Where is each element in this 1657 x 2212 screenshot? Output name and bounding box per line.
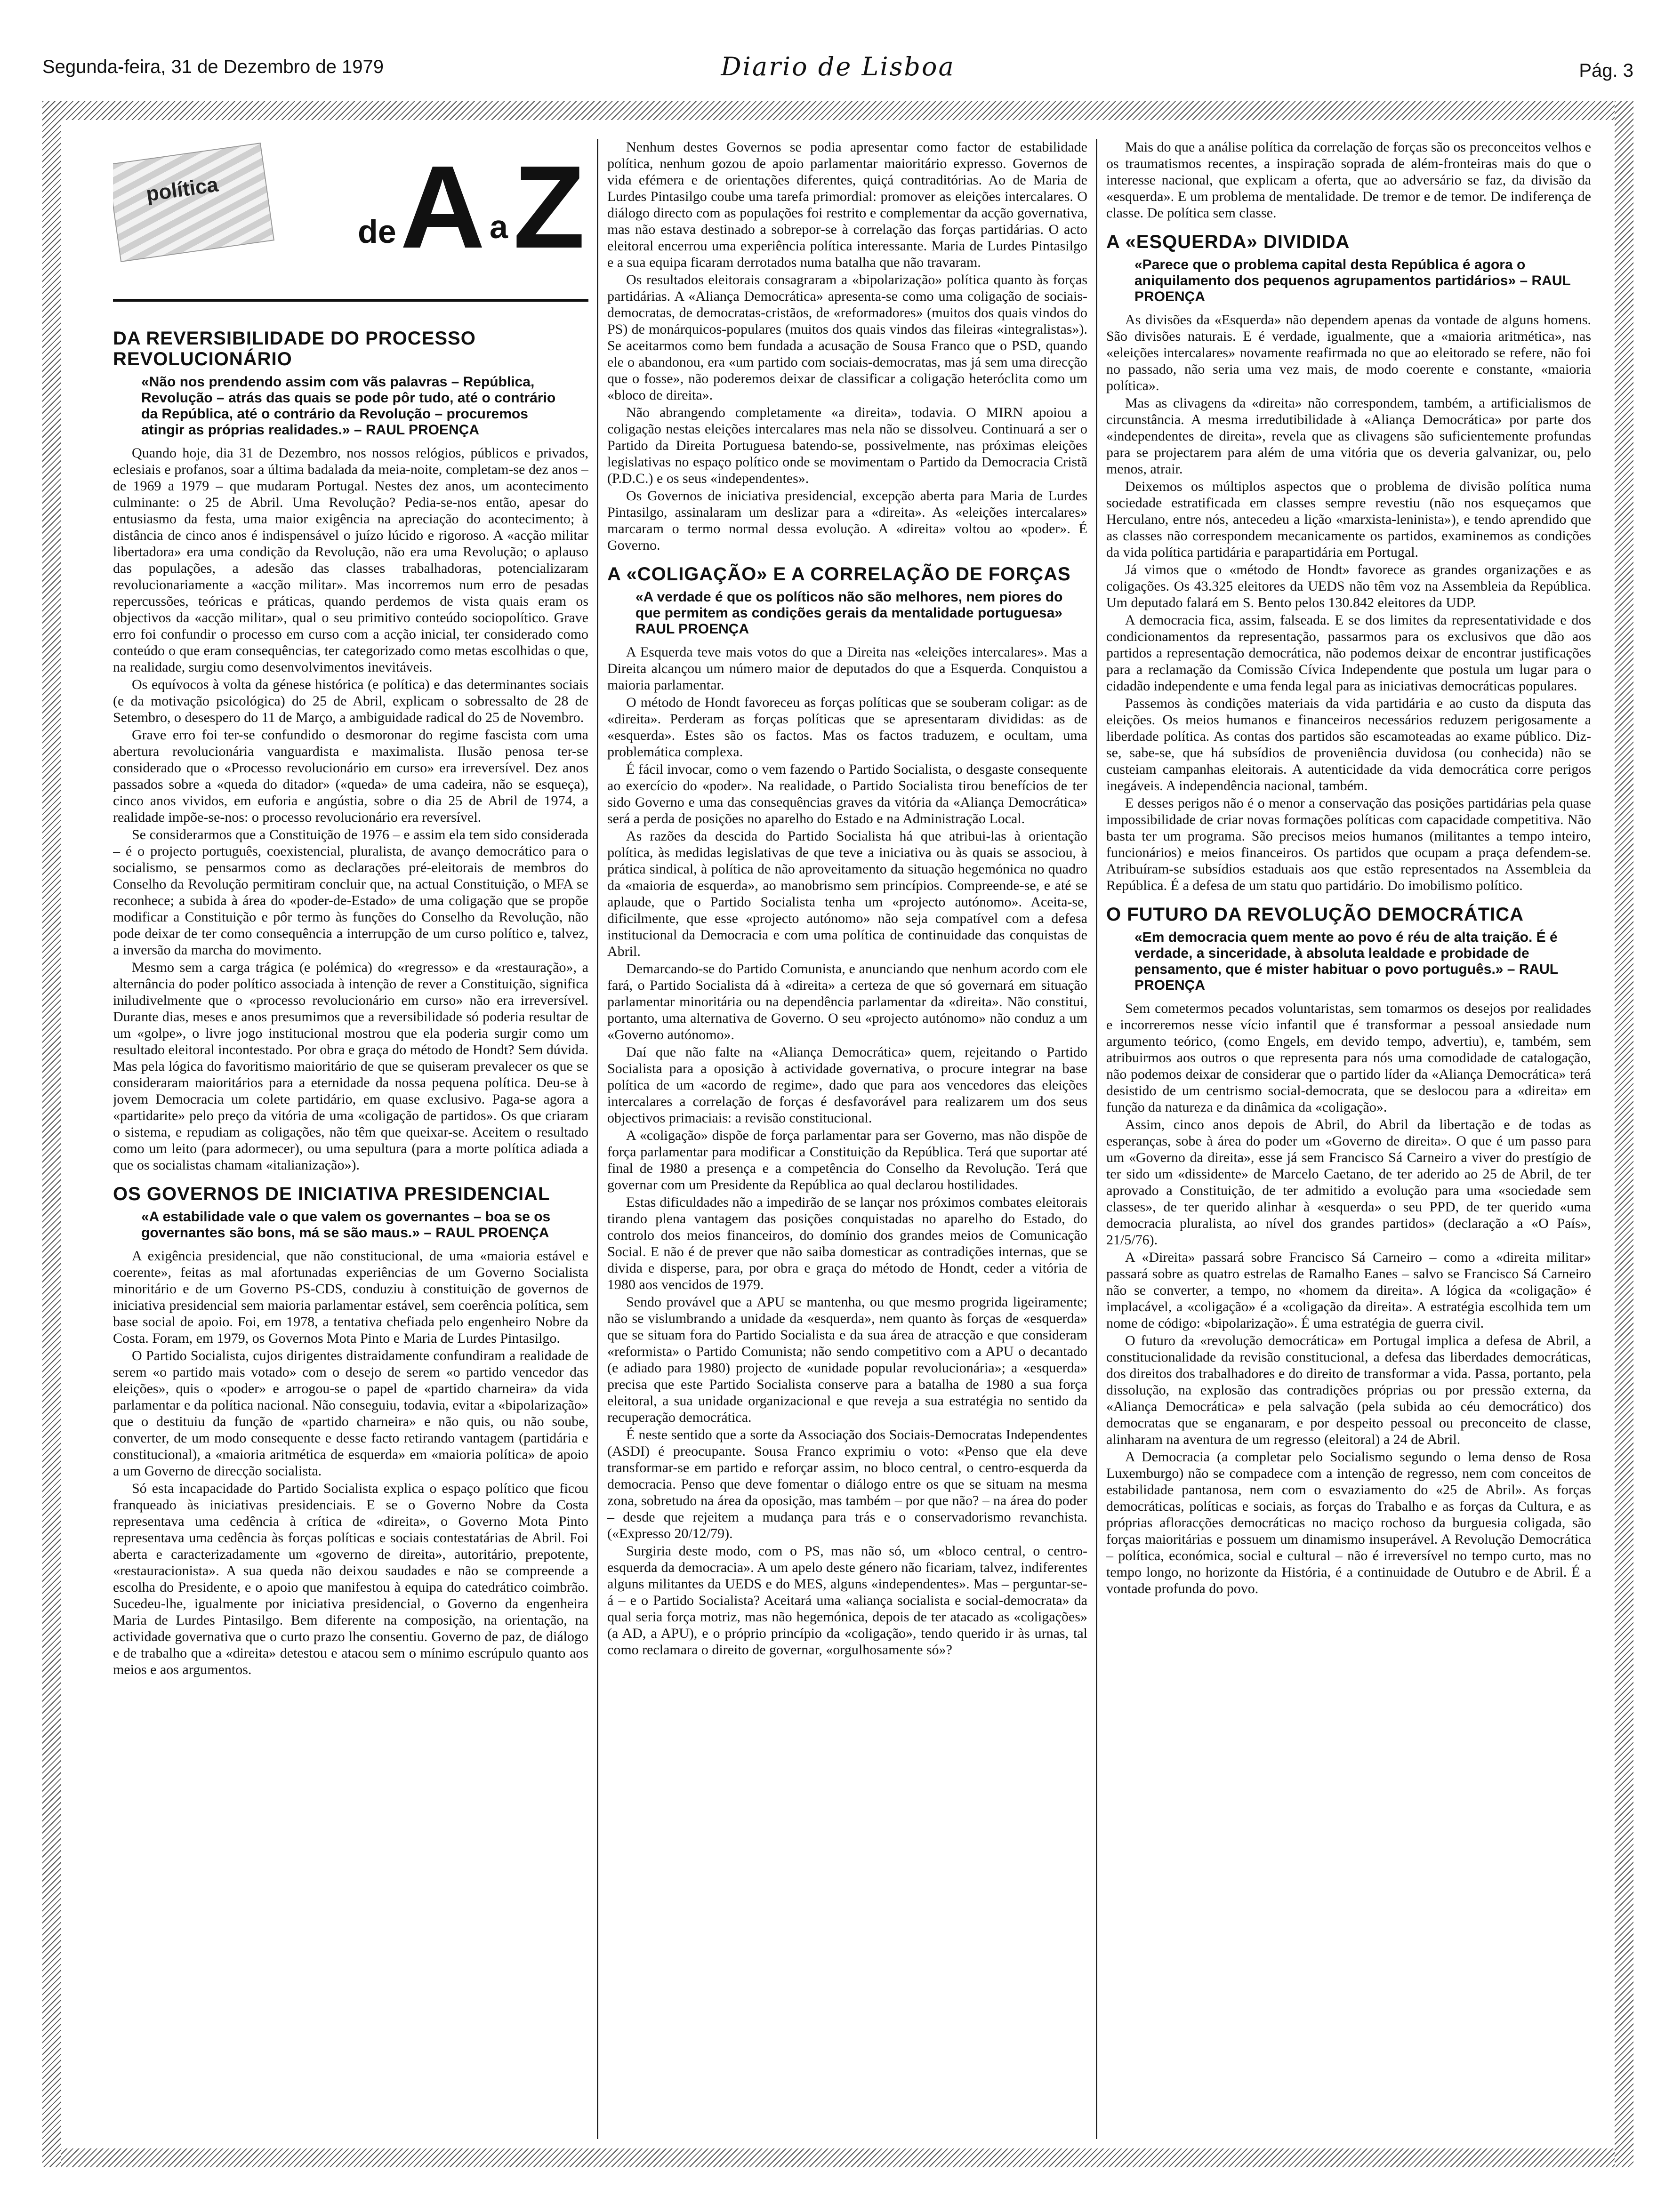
hatched-border-bottom — [42, 2148, 1633, 2167]
hatched-border-right — [1615, 101, 1633, 2167]
paragraph: Mas as clivagens da «direita» não correspondem, também, a artificialismos de circunstância. A mesma irredutibilidade à «Aliança Democrática» por parte dos «independentes de direita», revela que as clivagens são suficientemente profundas para se projectarem para além de uma vitória que os deveria galvanizar, ou, pelo menos, atrair. — [1106, 395, 1591, 477]
paragraph: O método de Hondt favoreceu as forças políticas que se souberam coligar: as de «direita». Perderam as forças políticas que se apresentaram divididas: as de «esquerda». Estes são os factos. Mas os factos traduzem, e ocultam, uma problemática complexa. — [607, 695, 1087, 760]
column-rule — [597, 139, 598, 2139]
paragraph: É neste sentido que a sorte da Associação dos Sociais-Democratas Independentes (ASDI) é preocupante. Sousa Franco exprimiu o voto: «Penso que ela deve transformar-se em partido e reforçar assim, no bloco central, o centro-esquerda da democracia. Penso que deve fomentar o diálogo entre os que se situam na mesma zona, sobretudo na área da oposição, mas também – por que não? – na área do poder – desde que rejeitem a mudança para trás e o conservadorismo revanchista. («Expresso 20/12/79). — [607, 1427, 1087, 1541]
paragraph: As razões da descida do Partido Socialista há que atribui-las à orientação política, às medidas legislativas de que teve a iniciativa ou às quais se associou, à prática sindical, à política de não aproveitamento da situação hegemónica no quadro da «maioria de esquerda», ao manobrismo sem princípios. Compreende-se, e até se aplaude, que o Partido Socialista tenha um «projecto autónomo». Aceita-se, dificilmente, que esse «projecto autónomo» não seja compatível com a defesa institucional da Democracia e com uma política de continuidade das conquistas de Abril. — [607, 828, 1087, 959]
paragraph: Assim, cinco anos depois de Abril, do Abril da libertação e de todas as esperanças, sobe à área do poder um «Governo de direita». O que é um passo para um «Governo da direita», esse já sem Francisco Sá Carneiro a viver do prestígio de ter sido um «dissidente» de Marcelo Caetano, de ter aderido ao 25 de Abril, de ter aprovado a Constituição, de ter admitido a evolução para uma «sociedade sem classes», de ter querido alinhar à «esquerda» o seu PPD, de ter querido «uma democracia pluralista, ao nível dos grandes partidos» (declaração a «O País», 21/5/76). — [1106, 1117, 1591, 1248]
paragraph: A «Direita» passará sobre Francisco Sá Carneiro – como a «direita militar» passará sobre as quatro estrelas de Ramalho Eanes – salvo se Francisco Sá Carneiro não se converter, a tempo, no «homem da direita». A lógica da «coligação» é implacável, a «coligação» é a «coligação da direita». A estratégia escolhida tem um nome de código: «bipolarização». É uma estratégia de guerra civil. — [1106, 1250, 1591, 1331]
paragraph: Os Governos de iniciativa presidencial, excepção aberta para Maria de Lurdes Pintasilgo, assinalaram um deslizar para a «direita». As «eleições intercalares» marcaram o termo normal dessa evolução. A «direita» voltou ao «poder». É Governo. — [607, 488, 1087, 553]
column-3 — [1106, 139, 1591, 2134]
paragraph: A exigência presidencial, que não constitucional, de uma «maioria estável e coerente», feitas as mal afortunadas experiências de um Governo Socialista minoritário e de um Governo PS-CDS, conduziu à constituição de governos de iniciativa presidencial sem maioria parlamentar estável, sem coerência política, sem base social de apoio. Foi, em 1978, a tentativa chefiada pelo engenheiro Nobre da Costa. Foram, em 1979, os Governos Mota Pinto e Maria de Lurdes Pintasilgo. — [113, 1248, 588, 1346]
section-epigraph: «Não nos prendendo assim com vãs palavras – República, Revolução – atrás das quais se pode pôr tudo, até o contrário da República, até o contrário da Revolução – procuremos atingir as próprias realidades.» – RAUL PROENÇA — [141, 374, 556, 438]
paragraph: Mais do que a análise política da correlação de forças são os preconceitos velhos e os traumatismos recentes, a inspiração soprada de além-fronteiras mais do que o interesse nacional, que explicam a oferta, que ao adversário se faz, da divisão da «esquerda». E um problema de mentalidade. De tremor e de temor. De indiferença de classe. De política sem classe. — [1106, 139, 1591, 221]
section-epigraph: «Parece que o problema capital desta República é agora o aniquilamento dos pequenos agrupamentos partidários» – RAUL PROENÇA — [1134, 257, 1571, 305]
paragraph: Não abrangendo completamente «a direita», todavia. O MIRN apoiou a coligação nestas eleições intercalares mas nela não se dissolveu. Continuará a ser o Partido da Direita Portuguesa batendo-se, possivelmente, nas próximas eleições legislativas no espaço político onde se movimentam o Partido da Democracia Cristã (P.D.C.) e os seus «independentes». — [607, 405, 1087, 486]
paragraph: O Partido Socialista, cujos dirigentes distraidamente confundiram a realidade de serem «o partido mais votado» com o desejo de serem «o partido vencedor das eleições», quis o «poder» e arrogou-se o papel de «partido charneira» da vida parlamentar e da política nacional. Não conseguiu, todavia, evitar a «bipolarização» que o destituiu da função de «partido charneira» e não quis, ou não soube, converter, de um modo consequente e desse facto retirando vantagem (partidária e constitucional), a «maioria aritmética de esquerda» em «maioria política» de apoio a um Governo de direcção socialista. — [113, 1348, 588, 1479]
section-epigraph: «A verdade é que os políticos não são melhores, nem piores do que permitem as condições gerais da mentalidade portuguesa» RAUL PROENÇA — [635, 589, 1063, 637]
politica-de-a-a-z-logo — [113, 139, 588, 318]
issue-date: Segunda-feira, 31 de Dezembro de 1979 — [42, 56, 384, 77]
logo-de: de — [358, 213, 396, 250]
section-epigraph: «Em democracia quem mente ao povo é réu de alta traição. É é verdade, a sinceridade, à absoluta lealdade e probidade de pensamento, que é mister habituar o povo português.» – RAUL PROENÇA — [1134, 930, 1558, 993]
page-header — [42, 52, 1633, 89]
paragraph: E desses perigos não é o menor a conservação das posições partidárias pela quase impossibilidade de criar novas formações políticas com capacidade competitiva. Não basta ter um programa. São precisos meios humanos (militantes a tempo inteiro, funcionários) e meios financeiros. Os partidos que ocupam a praça defendem-se. Atribuíram-se subsídios estaduais aos que estão representados na Assembleia da República. É a defesa de um statu quo partidário. Do imobilismo político. — [1106, 795, 1591, 893]
paragraph: Os resultados eleitorais consagraram a «bipolarização» política quanto às forças partidárias. A «Aliança Democrática» apresenta-se como uma coligação de sociais-democratas, de democratas-cristãos, de «reformadores» (muitos dos quais vindos do PS) de monárquicos-populares (muitos dos quais vindos das fileiras «integralistas»). Se aceitarmos como bem fundada a acusação de Sousa Franco que o PSD, quando ele o abandonou, era «um partido com sociais-democratas, mas já sem uma direcção que o fosse», não poderemos deixar de classificar a coligação heteróclita como um «bloco de direita». — [607, 272, 1087, 403]
logo-letter-A: A — [400, 141, 485, 272]
column-2 — [607, 139, 1087, 2134]
section-epigraph: «A estabilidade vale o que valem os governantes – boa se os governantes são bons, má se são maus.» – RAUL PROENÇA — [141, 1209, 551, 1241]
section-title: OS GOVERNOS DE INICIATIVA PRESIDENCIAL — [113, 1184, 550, 1204]
paragraph: A Esquerda teve mais votos do que a Direita nas «eleições intercalares». Mas a Direita alcançou um número maior de deputados do que a Esquerda. Conquistou a maioria parlamentar. — [607, 644, 1087, 693]
newspaper-masthead: Diario de Lisboa — [721, 52, 955, 81]
section-title: DA REVERSIBILIDADE DO PROCESSO REVOLUCIONÁRIO — [113, 328, 476, 369]
paragraph: O futuro da «revolução democrática» em Portugal implica a defesa de Abril, a constitucionalidade da revisão constitucional, a defesa das liberdades democráticas, dos direitos dos trabalhadores e do direito de transformar a vida. Passa, portanto, pela dissolução, na explosão das contradições próprias ou por pressão externa, da «Aliança Democrática» e pela salvação (pela subida ao céu democrático) dos democratas que se enganaram, e por despeito pessoal ou preconceito de classe, alinharam na aventura de um regresso (eleitoral) a 24 de Abril. — [1106, 1333, 1591, 1447]
logo-letter-Z: Z — [513, 141, 585, 272]
paragraph: A democracia fica, assim, falseada. E se dos limites da representatividade e dos condicionamentos da representação, passarmos para os exclusivos que dão aos partidos a representação democrática, não podemos deixar de encontrar justificações para a reclamação da Comissão Cívica Independente que postula um lugar para o cidadão independente e uma fenda legal para as iniciativas democráticas populares. — [1106, 612, 1591, 694]
section-title: O FUTURO DA REVOLUÇÃO DEMOCRÁTICA — [1106, 904, 1524, 925]
paragraph: Passemos às condições materiais da vida partidária e ao custo da disputa das eleições. Os meios humanos e financeiros necessários reduzem perigosamente a liberdade política. As contas dos partidos são escamoteadas ao exame público. Diz-se, sabe-se, que há subsídios de proveniência duvidosa (ou conhecida) não se custeiam campanhas eleitorais. A autenticidade da vida democrática corre perigos inegáveis. A independência nacional, também. — [1106, 696, 1591, 793]
section-title: A «COLIGAÇÃO» E A CORRELAÇÃO DE FORÇAS — [607, 564, 1071, 585]
logo-rule — [113, 299, 588, 302]
article-frame — [42, 101, 1633, 2167]
paragraph: A «coligação» dispõe de força parlamentar para ser Governo, mas não dispõe de força parlamentar para modificar a Constituição da República. Terá que suportar até final de 1980 a presença e a competência do Conselho da Revolução. Terá que governar com um Presidente da República ao qual declarou hostilidades. — [607, 1128, 1087, 1193]
paragraph: Os equívocos à volta da génese histórica (e política) e das determinantes sociais (e da motivação psicológica) do 25 de Abril, explicam o sobressalto de 28 de Setembro, o desespero do 11 de Março, a ambiguidade radical do 25 de Novembro. — [113, 677, 588, 725]
column-1 — [113, 139, 588, 2134]
paragraph: Demarcando-se do Partido Comunista, e anunciando que nenhum acordo com ele fará, o Partido Socialista dá à «direita» a certeza de que só governará em situação parlamentar minoritária ou na dependência parlamentar da «direita». Não constitui, portanto, uma alternativa de Governo. O seu «projecto autónomo» não conduz a um «Governo autónomo». — [607, 961, 1087, 1042]
hatched-border-top — [42, 101, 1633, 120]
politica-tile-graphic — [113, 143, 274, 262]
paragraph: As divisões da «Esquerda» não dependem apenas da vontade de alguns homens. São divisões naturais. E é verdade, igualmente, que a «maioria aritmética», nas «eleições intercalares» novamente reafirmada no que ao eleitorado se refere, não foi no passado, não seria uma vez mais, de modo coerente e constante, «maioria política». — [1106, 312, 1591, 393]
paragraph: Sem cometermos pecados voluntaristas, sem tomarmos os desejos por realidades e incorreremos nesse vício infantil que é transformar a pessoal ansiedade num argumento teórico, (como Engels, em devido tempo, advertiu), e, também, sem atribuirmos aos outros o que representa para nós uma comodidade de catalogação, não podemos deixar de considerar que o partido líder da «Aliança Democrática» terá desistido de um centrismo social-democrata, que se deslocou para a «direita» em função da natureza e da dinâmica da «coligação». — [1106, 1001, 1591, 1115]
page-number: Pág. 3 — [1579, 60, 1633, 81]
paragraph: Daí que não falte na «Aliança Democrática» quem, rejeitando o Partido Socialista para a oposição à actividade governativa, o procure integrar na base política de um «acordo de regime», dado que para aos vencedores das eleições intercalares a correlação de forças é desfavorável para realizarem um dos seus objectivos primaciais: a revisão constitucional. — [607, 1044, 1087, 1126]
paragraph: Surgiria deste modo, com o PS, mas não só, um «bloco central, o centro-esquerda da democracia». A um apelo deste género não ficariam, talvez, indiferentes alguns militantes da UEDS e do MES, alguns «independentes». Mas – perguntar-se-á – e o Partido Socialista? Aceitará uma «aliança socialista e social-democrata» da qual seria força motriz, mas não hegemónica, depois de ter atacado as «coligações» (a AD, a APU), e o próprio princípio da «coligação», tendo querido ir às urnas, tal como reclamara o direito de governar, «orgulhosamente só»? — [607, 1543, 1087, 1658]
paragraph: Mesmo sem a carga trágica (e polémica) do «regresso» e da «restauração», a alternância do poder político associada à intenção de rever a Constituição, significa iniludivelmente que o «processo revolucionário em curso» não era irreversível. Durante dias, meses e anos presumimos que a reversibilidade só poderia resultar de um «golpe», o livre jogo institucional mostrou que ela poderia surgir como um resultado eleitoral incontestado. Por obra e graça do método de Hondt? Sem dúvida. Mas pela lógica do favoritismo maioritário de que se quiseram prevalecer os que se consideraram maioritários para a eternidade da nossa pequena política. Deu-se à jovem Democracia um colete partidário, em quase exclusivo. Paga-se agora a «partidarite» pelo preço da vitória de uma «coligação de partidos». Os que criaram o sistema, e repudiam as coligações, não têm que queixar-se. Aceitem o resultado como um leito (para adormecer), ou uma sepultura (para a morte política adiada a que os socialistas chamam «italianização»). — [113, 960, 588, 1173]
paragraph: Deixemos os múltiplos aspectos que o problema de divisão política numa sociedade estratificada em classes sempre revestiu (não nos esqueçamos que Herculano, entre nós, antecedeu a lição «marxista-leninista»), e tendo aprendido que as classes não correspondem mecanicamente os partidos, examinemos as condições da vida política partidária e parapartidária em Portugal. — [1106, 479, 1591, 560]
paragraph: Estas dificuldades não a impedirão de se lançar nos próximos combates eleitorais tirando plena vantagem das posições conquistadas no aparelho do Estado, do controlo dos meios financeiros, do domínio dos grandes meios de Comunicação Social. E não é de prever que não saiba domesticar as contradições internas, que se divida e disperse, para, por obra e graça do método de Hondt, ceder a vitória de 1980 aos vencidos de 1979. — [607, 1194, 1087, 1292]
logo-a: a — [490, 208, 508, 245]
hatched-border-left — [42, 101, 61, 2167]
paragraph: A Democracia (a completar pelo Socialismo segundo o lema denso de Rosa Luxemburgo) não se compadece com a intenção de regresso, nem com conceitos de estabilidade pantanosa, nem com o esvaziamento do «25 de Abril». As forças democráticas, políticas e sociais, as forças do Trabalho e as forças da Cultura, e as próprias afloracções democráticas no maciço rochoso da burguesia coligada, são forças maioritárias e possuem um dinamismo insuperável. A Revolução Democrática – política, económica, social e cultural – não é irreversível no tempo curto, mas no tempo longo, no horizonte da História, é a continuidade de Outubro e de Abril. É a vontade profunda do povo. — [1106, 1449, 1591, 1596]
paragraph: Sendo provável que a APU se mantenha, ou que mesmo progrida ligeiramente; não se vislumbrando a unidade da «esquerda», nem quanto às forças de «esquerda» que se situam fora do Partido Socialista e da sua área de atracção e que consideram «reformista» o Partido Comunista; não sendo competitivo com a APU o decantado (e adiado para 1980) projecto de «unidade popular revolucionária»; a «esquerda» precisa que este Partido Socialista conserve para a batalha de 1980 a sua força eleitoral, a sua unidade organizacional e que reveja a sua estratégia no sentido da recuperação democrática. — [607, 1294, 1087, 1425]
paragraph: Só esta incapacidade do Partido Socialista explica o espaço político que ficou franqueado às iniciativas presidenciais. E se o Governo Nobre da Costa representava uma cedência à crítica de «direita», o Governo Mota Pinto representava uma cedência às forças políticas e sociais contestatárias de Abril. Foi aberta e caracterizadamente um «governo de direita», autoritário, prepotente, «restauracionista». A sua queda não deixou saudades e não se compreende a escolha do Presidente, e o apoio que manifestou à equipa do catedrático coimbrão. Sucedeu-lhe, igualmente por iniciativa presidencial, o Governo da engenheira Maria de Lurdes Pintasilgo. Bem diferente na composição, na orientação, na actividade governativa que o curto prazo lhe consentiu. Governo de paz, de diálogo e de trabalho que a «direita» detestou e atacou sem o mínimo escrúpulo quanto aos meios e aos argumentos. — [113, 1481, 588, 1677]
section-title: A «ESQUERDA» DIVIDIDA — [1106, 232, 1350, 252]
paragraph: Nenhum destes Governos se podia apresentar como factor de estabilidade política, nenhum gozou de apoio parlamentar maioritário expresso. Governos de vida efémera e de orientações diferentes, quiçá contraditórias. Ao de Maria de Lurdes Pintasilgo coube uma tarefa primordial: promover as eleições intercalares. O diálogo directo com as populações foi restrito e complementar da acção governativa, mas não estava destinado a sobrepor-se à correlação das forças partidárias. O acto eleitoral encerrou uma experiência política interessante. Maria de Lurdes Pintasilgo e a sua equipa ficaram derrotados numa batalha que não travaram. — [607, 139, 1087, 270]
column-rule — [1096, 139, 1097, 2139]
paragraph: Já vimos que o «método de Hondt» favorece as grandes organizações e as coligações. Os 43.325 eleitores da UEDS não têm voz na Assembleia da República. Um deputado falará em S. Bento pelos 130.842 eleitores da UDP. — [1106, 562, 1591, 610]
logo-tile-word: política — [145, 173, 220, 206]
paragraph: É fácil invocar, como o vem fazendo o Partido Socialista, o desgaste consequente ao exercício do «poder». Na realidade, o Partido Socialista tirou benefícios de ter sido Governo e uma das consequências graves da vitória da «Aliança Democrática» será a perda de posições no aparelho do Estado e na Administração Local. — [607, 761, 1087, 826]
paragraph: Se considerarmos que a Constituição de 1976 – e assim ela tem sido considerada – é o projecto português, coexistencial, pluralista, de avanço democrático para o socialismo, se pensarmos como as declarações pré-eleitorais de membros do Conselho da Revolução permitiram concluir que, na actual Constituição, o MFA se reconhece; a subida à área do «poder-de-Estado» de uma coligação que se propõe modificar a Constituição e pôr termo às funções do Conselho da Revolução, não pode deixar de ter como consequência a interrupção de um curso político e, talvez, a inversão da marcha do movimento. — [113, 827, 588, 958]
paragraph: Quando hoje, dia 31 de Dezembro, nos nossos relógios, públicos e privados, eclesiais e profanos, soar a última badalada da meia-noite, completam-se dez anos – de 1969 a 1979 – que mudaram Portugal. Nestes dez anos, um acontecimento culminante: o 25 de Abril. Uma Revolução? Pedia-se-nos então, apesar do entusiasmo da festa, uma maior exigência na apreciação do acontecimento; à distância de cinco anos é indispensável o juízo lúcido e rigoroso. A «acção militar libertadora» era uma condição da Revolução, não era uma Revolução; o aplauso das populações, a adesão das classes trabalhadoras, potencializaram revolucionariamente a «acção militar». Mas incorremos num erro de pesadas repercussões, teóricas e práticas, quando perdemos de vista quais eram os objectivos da «acção militar», qual o seu primitivo conteúdo sociopolítico. Grave erro foi confundir o processo em curso com a acção inicial, ter considerado como conteúdo o que eram consequências, ter categorizado como metas escolhidas o que, na realidade, surgiu como desenvolvimentos inevitáveis. — [113, 445, 588, 675]
paragraph: Grave erro foi ter-se confundido o desmoronar do regime fascista com uma abertura revolucionária vanguardista e maximalista. Ilusão penosa ter-se considerado que o «Processo revolucionário em curso» era irreversível. Dez anos passados sobre a «queda do ditador» («queda» de uma cadeira, não se esqueça), cinco anos vividos, em euforia e angústia, sobre o dia 25 de Abril de 1974, a realidade impõe-se-nos: o processo revolucionário era reversível. — [113, 727, 588, 825]
